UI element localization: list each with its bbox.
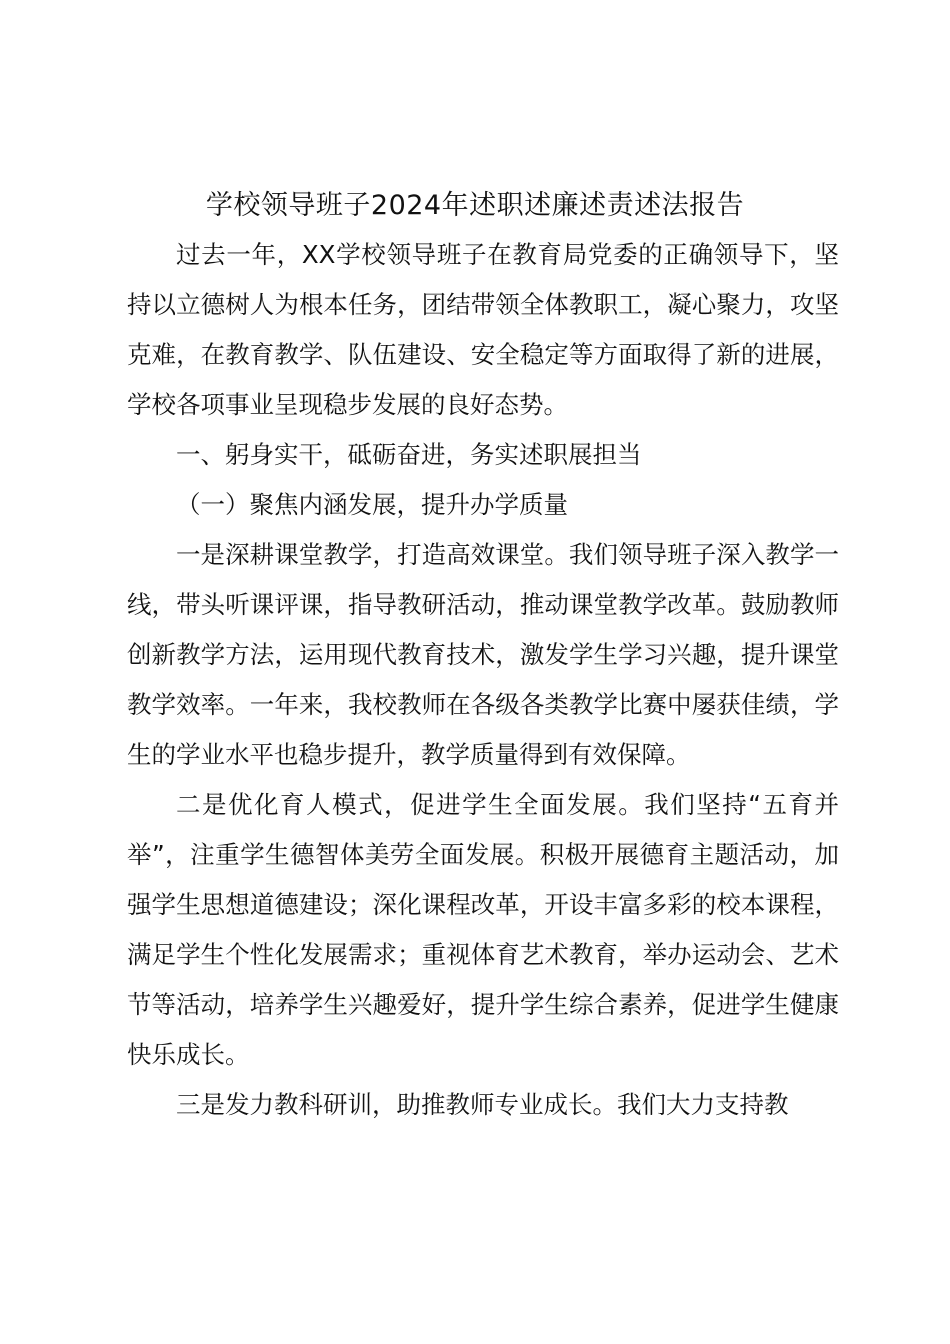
paragraph-teacher-research: 三是发力教科研训，助推教师专业成长。我们大力支持教 [176, 1090, 789, 1119]
paragraph-classroom-teaching: 一是深耕课堂教学，打造高效课堂。我们领导班子深入教学一线，带头听课评课，指导教研活动，推动课堂教学改革。鼓励教师创新教学方法，运用现代教育技术，激发学生学习兴趣，提升课堂教学效率。一年来，我校教师在各级各类教学比赛中屡获佳绩，学生的学业水平也稳步提升，教学质量得到有效保障。 [127, 540, 839, 769]
section-heading-1: 一、躬身实干，砥砺奋进，务实述职展担当 [176, 440, 642, 469]
document-title: 学校领导班子2024年述职述廉述责述法报告 [205, 190, 745, 221]
subsection-heading-1: （一）聚焦内涵发展，提升办学质量 [176, 490, 568, 519]
document-body [127, 230, 839, 1130]
paragraph-education-model: 二是优化育人模式，促进学生全面发展。我们坚持“五育并举”，注重学生德智体美劳全面发展。积极开展德育主题活动，加强学生思想道德建设；深化课程改革，开设丰富多彩的校本课程，满足学生个性化发展需求；重视体育艺术教育，举办运动会、艺术节等活动，培养学生兴趣爱好，提升学生综合素养，促进学生健康快乐成长。 [127, 790, 839, 1069]
intro-paragraph: 过去一年，XX学校领导班子在教育局党委的正确领导下，坚持以立德树人为根本任务，团结带领全体教职工，凝心聚力，攻坚克难，在教育教学、队伍建设、安全稳定等方面取得了新的进展，学校各项事业呈现稳步发展的良好态势。 [127, 240, 839, 419]
